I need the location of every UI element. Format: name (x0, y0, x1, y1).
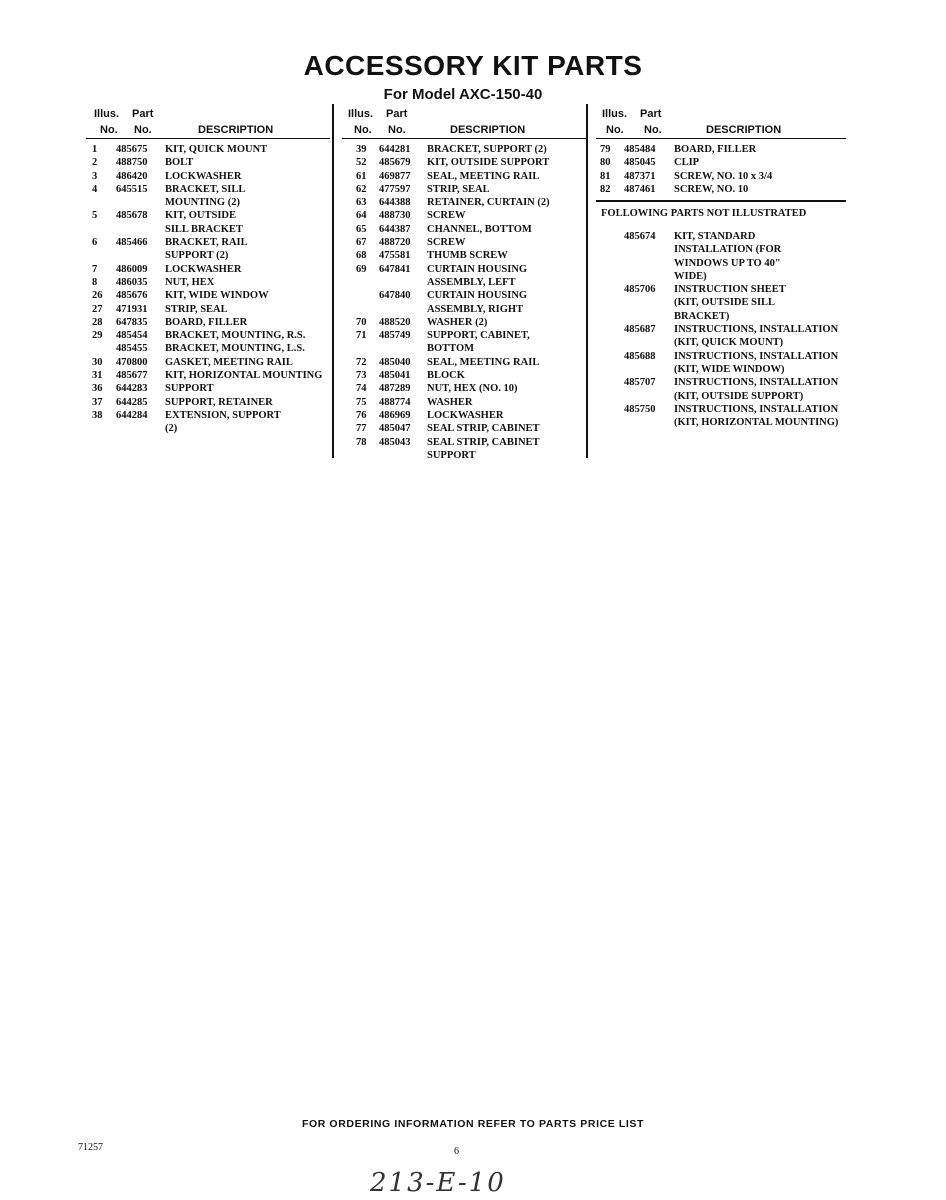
illus-number: 72 (356, 356, 367, 368)
model-subtitle: For Model AXC-150-40 (383, 86, 543, 103)
table-row (342, 449, 586, 462)
table-row (342, 223, 586, 236)
part-description: WINDOWS UP TO 40" (674, 257, 781, 269)
part-number: 647841 (379, 263, 411, 275)
illus-number: 73 (356, 370, 367, 382)
part-number: 644284 (116, 409, 148, 421)
part-description: INSTALLATION (FOR (674, 244, 782, 256)
part-number: 486009 (116, 263, 148, 275)
table-row (86, 303, 330, 316)
part-number: 469877 (379, 170, 411, 182)
part-description: MOUNTING (2) (165, 197, 240, 209)
not-illustrated-heading: FOLLOWING PARTS NOT ILLUSTRATED (601, 208, 807, 219)
table-row (596, 183, 846, 196)
illus-number: 2 (92, 157, 98, 169)
part-number: 485706 (624, 284, 656, 296)
table-row (86, 196, 330, 209)
table-row (86, 396, 330, 409)
part-description: SEAL STRIP, CABINET (427, 436, 540, 448)
illus-number: 68 (356, 250, 367, 262)
table-row (596, 350, 846, 363)
table-row (86, 316, 330, 329)
parts-list (342, 139, 586, 462)
illus-number: 74 (356, 383, 367, 395)
part-description: STRIP, SEAL (427, 183, 490, 195)
table-row (342, 436, 586, 449)
column-header (342, 106, 586, 139)
part-number: 488750 (116, 157, 148, 169)
illus-number: 61 (356, 170, 367, 182)
part-description: THUMB SCREW (427, 250, 508, 262)
illus-number: 37 (92, 396, 103, 408)
parts-list (596, 139, 846, 196)
illus-number: 6 (92, 237, 98, 249)
table-row (342, 263, 586, 276)
table-row (86, 409, 330, 422)
part-number: 644387 (379, 223, 411, 235)
table-row (86, 263, 330, 276)
illus-number: 79 (600, 144, 611, 155)
part-number: 485674 (624, 231, 656, 242)
part-description: KIT, QUICK MOUNT (165, 144, 268, 155)
part-description: CHANNEL, BOTTOM (427, 223, 532, 235)
illus-label: Illus. (348, 108, 374, 120)
part-description: RETAINER, CURTAIN (2) (427, 197, 550, 209)
illus-number: 69 (356, 263, 367, 275)
illus-number: 39 (356, 144, 367, 155)
table-row (596, 296, 846, 309)
column-divider (332, 104, 334, 458)
part-description: CURTAIN HOUSING (427, 263, 528, 275)
part-number: 645515 (116, 183, 148, 195)
part-description: BOTTOM (427, 343, 475, 355)
column-header (86, 106, 330, 139)
part-number: 485045 (624, 157, 656, 169)
part-number: 485687 (624, 324, 656, 336)
part-number: 486035 (116, 276, 148, 288)
table-row (596, 257, 846, 270)
part-label: Part (386, 108, 408, 120)
part-description: (KIT, OUTSIDE SUPPORT) (674, 390, 804, 402)
illus-number: 82 (600, 183, 611, 195)
parts-column-1 (86, 106, 330, 436)
part-description: BRACKET, MOUNTING, L.S. (165, 343, 305, 355)
illus-number: 3 (92, 170, 98, 182)
part-description: SCREW (427, 210, 466, 222)
illus-number: 4 (92, 183, 98, 195)
table-row (86, 236, 330, 249)
part-description: (KIT, HORIZONTAL MOUNTING) (674, 417, 839, 429)
part-label: Part (132, 108, 154, 120)
table-row (342, 316, 586, 329)
part-number: 471931 (116, 303, 148, 315)
part-number: 485040 (379, 356, 411, 368)
illus-label: Illus. (602, 108, 628, 120)
part-description: LOCKWASHER (427, 409, 504, 421)
table-row (596, 143, 846, 156)
part-number: 488520 (379, 316, 411, 328)
table-row (86, 369, 330, 382)
part-number: 485676 (116, 290, 148, 302)
part-description: KIT, HORIZONTAL MOUNTING (165, 370, 323, 382)
illus-number: 7 (92, 263, 98, 275)
table-row (342, 382, 586, 395)
handwritten-note: 213-E-10 (370, 1168, 506, 1198)
part-no-label: No. (388, 124, 406, 136)
part-description: INSTRUCTION SHEET (674, 284, 786, 296)
part-description: BRACKET, SILL (165, 183, 246, 195)
illus-number: 71 (356, 330, 367, 342)
part-number: 644388 (379, 197, 411, 209)
part-description: SUPPORT, RETAINER (165, 396, 273, 408)
part-number: 486969 (379, 409, 411, 421)
part-description: WIDE) (674, 270, 707, 282)
part-number: 485750 (624, 403, 656, 415)
illus-number: 75 (356, 396, 367, 408)
illus-number: 62 (356, 183, 367, 195)
part-description: SCREW (427, 237, 466, 249)
column-header (596, 106, 846, 139)
part-description: NUT, HEX (165, 276, 215, 288)
illus-number: 77 (356, 423, 367, 435)
part-description: BRACKET, RAIL (165, 237, 248, 249)
part-label: Part (640, 108, 662, 120)
table-row (342, 183, 586, 196)
part-number: 475581 (379, 250, 411, 262)
table-row (86, 209, 330, 222)
illus-number: 65 (356, 223, 367, 235)
part-description: CLIP (674, 157, 700, 169)
part-description: BOARD, FILLER (674, 144, 757, 155)
part-number: 488774 (379, 396, 411, 408)
part-description: SUPPORT (165, 383, 214, 395)
description-label: DESCRIPTION (198, 124, 274, 136)
part-number: 488720 (379, 237, 411, 249)
table-row (596, 416, 846, 429)
table-row (596, 363, 846, 376)
part-description: SEAL, MEETING RAIL (427, 170, 540, 182)
part-number: 485466 (116, 237, 148, 249)
part-description: STRIP, SEAL (165, 303, 228, 315)
table-row (86, 422, 330, 435)
table-row (342, 276, 586, 289)
part-description: INSTRUCTIONS, INSTALLATION (674, 324, 839, 336)
part-description: KIT, WIDE WINDOW (165, 290, 269, 302)
table-row (596, 283, 846, 296)
part-number: 647835 (116, 316, 148, 328)
part-description: EXTENSION, SUPPORT (165, 409, 281, 421)
table-row (86, 183, 330, 196)
part-number: 486420 (116, 170, 148, 182)
part-number: 485043 (379, 436, 411, 448)
part-description: BRACKET, MOUNTING, R.S. (165, 330, 306, 342)
page-title: ACCESSORY KIT PARTS (303, 50, 643, 81)
table-row (596, 403, 846, 416)
table-row (342, 369, 586, 382)
table-row (342, 356, 586, 369)
table-row (86, 276, 330, 289)
table-row (342, 156, 586, 169)
part-number: 644281 (379, 144, 411, 155)
table-row (596, 170, 846, 183)
part-description: BRACKET) (674, 310, 730, 322)
table-row (596, 323, 846, 336)
table-row (596, 390, 846, 403)
illus-number: 29 (92, 330, 103, 342)
part-number: 485707 (624, 377, 656, 389)
table-row (342, 236, 586, 249)
part-number: 485675 (116, 144, 148, 155)
table-row (342, 422, 586, 435)
table-row (342, 170, 586, 183)
part-description: BRACKET, SUPPORT (2) (427, 144, 547, 155)
not-illustrated-list (596, 230, 846, 429)
part-description: SILL BRACKET (165, 223, 243, 235)
part-number: 485484 (624, 144, 656, 155)
table-row (86, 223, 330, 236)
part-description: LOCKWASHER (165, 170, 242, 182)
part-description: KIT, OUTSIDE (165, 210, 236, 222)
part-number: 485047 (379, 423, 411, 435)
part-description: INSTRUCTIONS, INSTALLATION (674, 377, 839, 389)
table-row (342, 289, 586, 302)
table-row (342, 396, 586, 409)
description-label: DESCRIPTION (706, 124, 782, 136)
part-description: BOLT (165, 157, 194, 169)
part-description: SEAL, MEETING RAIL (427, 356, 540, 368)
part-description: ASSEMBLY, LEFT (427, 276, 516, 288)
illus-number: 63 (356, 197, 367, 209)
table-row (86, 143, 330, 156)
table-row (86, 249, 330, 262)
table-row (596, 230, 846, 243)
illus-no-label: No. (354, 124, 372, 136)
column-divider (586, 104, 588, 458)
part-number: 485677 (116, 370, 148, 382)
part-description: BOARD, FILLER (165, 316, 248, 328)
table-row (342, 249, 586, 262)
part-number: 470800 (116, 356, 148, 368)
illus-number: 1 (92, 144, 98, 155)
part-number: 488730 (379, 210, 411, 222)
part-description: (KIT, QUICK MOUNT) (674, 337, 784, 349)
illus-number: 31 (92, 370, 103, 382)
illus-number: 8 (92, 276, 98, 288)
part-description: BLOCK (427, 370, 465, 382)
part-no-label: No. (644, 124, 662, 136)
table-row (86, 342, 330, 355)
part-number: 485688 (624, 350, 656, 362)
illus-number: 64 (356, 210, 367, 222)
part-description: SCREW, NO. 10 (674, 183, 749, 195)
description-label: DESCRIPTION (450, 124, 526, 136)
part-number: 485454 (116, 330, 148, 342)
illus-no-label: No. (606, 124, 624, 136)
illus-label: Illus. (94, 108, 120, 120)
part-description: GASKET, MEETING RAIL (165, 356, 293, 368)
part-description: SEAL STRIP, CABINET (427, 423, 540, 435)
illus-number: 38 (92, 409, 103, 421)
parts-list (596, 230, 846, 429)
table-row (596, 376, 846, 389)
table-row (596, 243, 846, 256)
parts-list (86, 139, 330, 436)
part-number: 644285 (116, 396, 148, 408)
part-number: 485455 (116, 343, 148, 355)
part-description: (KIT, OUTSIDE SILL (674, 297, 776, 309)
illus-number: 30 (92, 356, 103, 368)
table-row (86, 170, 330, 183)
part-description: INSTRUCTIONS, INSTALLATION (674, 403, 839, 415)
table-row (596, 310, 846, 323)
illus-number: 28 (92, 316, 103, 328)
part-number: 644283 (116, 383, 148, 395)
section-divider (596, 200, 846, 202)
table-row (86, 289, 330, 302)
table-row (596, 156, 846, 169)
parts-column-3 (596, 106, 846, 196)
table-row (342, 209, 586, 222)
part-description: LOCKWASHER (165, 263, 242, 275)
part-description: WASHER (2) (427, 316, 488, 328)
part-description: KIT, STANDARD (674, 231, 756, 242)
part-number: 487461 (624, 183, 656, 195)
illus-number: 80 (600, 157, 611, 169)
ordering-info-footer: FOR ORDERING INFORMATION REFER TO PARTS PRICE LIST (301, 1118, 645, 1130)
part-number: 485749 (379, 330, 411, 342)
part-description: KIT, OUTSIDE SUPPORT (427, 157, 550, 169)
table-row (596, 270, 846, 283)
part-description: CURTAIN HOUSING (427, 290, 528, 302)
illus-number: 36 (92, 383, 103, 395)
illus-number: 67 (356, 237, 367, 249)
parts-column-2 (342, 106, 586, 462)
table-row (342, 303, 586, 316)
table-row (342, 143, 586, 156)
illus-no-label: No. (100, 124, 118, 136)
table-row (86, 356, 330, 369)
part-description: WASHER (427, 396, 473, 408)
table-row (86, 329, 330, 342)
part-number: 487289 (379, 383, 411, 395)
table-row (596, 336, 846, 349)
table-row (86, 382, 330, 395)
part-description: SUPPORT (2) (165, 250, 229, 262)
part-number: 485679 (379, 157, 411, 169)
part-number: 485678 (116, 210, 148, 222)
illus-number: 26 (92, 290, 103, 302)
part-description: NUT, HEX (NO. 10) (427, 383, 518, 395)
illus-number: 5 (92, 210, 98, 222)
part-description: SCREW, NO. 10 x 3/4 (674, 170, 773, 182)
illus-number: 81 (600, 170, 611, 182)
part-number: 487371 (624, 170, 656, 182)
part-description: (2) (165, 423, 178, 435)
document-number: 71257 (78, 1142, 103, 1153)
part-no-label: No. (134, 124, 152, 136)
part-number: 485041 (379, 370, 411, 382)
table-row (342, 342, 586, 355)
page-number: 6 (454, 1146, 459, 1157)
table-row (342, 409, 586, 422)
part-description: INSTRUCTIONS, INSTALLATION (674, 350, 839, 362)
illus-number: 70 (356, 316, 367, 328)
illus-number: 27 (92, 303, 103, 315)
part-description: ASSEMBLY, RIGHT (427, 303, 524, 315)
table-row (86, 156, 330, 169)
illus-number: 52 (356, 157, 367, 169)
part-description: SUPPORT (427, 449, 476, 461)
part-number: 647840 (379, 290, 411, 302)
part-number: 477597 (379, 183, 411, 195)
part-description: (KIT, WIDE WINDOW) (674, 363, 785, 375)
table-row (342, 329, 586, 342)
illus-number: 76 (356, 409, 367, 421)
part-description: SUPPORT, CABINET, (427, 330, 530, 342)
table-row (342, 196, 586, 209)
illus-number: 78 (356, 436, 367, 448)
